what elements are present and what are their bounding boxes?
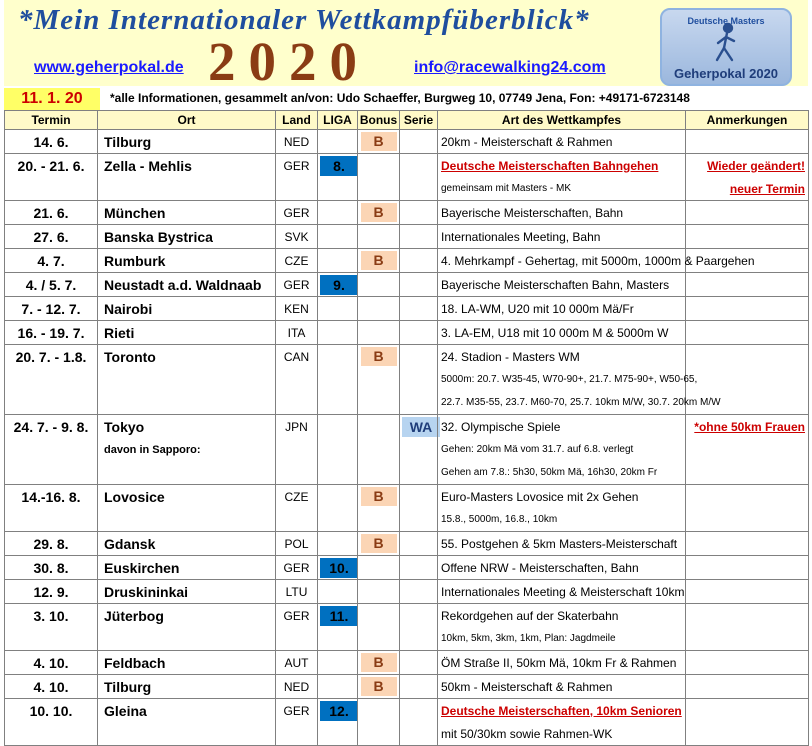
anmerkung-cell	[686, 699, 809, 723]
serie-cell	[400, 461, 438, 485]
art-cell: 24. Stadion - Masters WM	[438, 345, 686, 369]
liga-cell	[318, 273, 358, 297]
anmerkung-cell	[686, 297, 809, 321]
termin-cell: 4. / 5. 7.	[5, 273, 98, 297]
termin-cell: 27. 6.	[5, 225, 98, 249]
col-header-bonus: Bonus	[358, 111, 400, 130]
liga-cell	[318, 651, 358, 675]
land-cell: CAN	[276, 345, 318, 369]
year-heading: 2020	[208, 31, 370, 92]
termin-cell: 30. 8.	[5, 556, 98, 580]
liga-cell	[318, 461, 358, 485]
ort-cell: Zella - Mehlis	[98, 154, 276, 178]
liga-badge: 12.	[320, 701, 358, 721]
art-cell: 3. LA-EM, U18 mit 10 000m M & 5000m W	[438, 321, 686, 345]
art-cell: 4. Mehrkampf - Gehertag, mit 5000m, 1000m & Paargehen	[438, 249, 686, 273]
land-cell	[276, 461, 318, 485]
bonus-badge: B	[361, 203, 397, 222]
col-header-land: Land	[276, 111, 318, 130]
bonus-cell	[358, 508, 400, 532]
liga-cell	[318, 485, 358, 509]
bonus-cell	[358, 177, 400, 201]
serie-cell	[400, 438, 438, 461]
bonus-cell	[358, 368, 400, 391]
land-cell	[276, 508, 318, 532]
bonus-badge: B	[361, 677, 397, 696]
table-row	[5, 249, 809, 273]
art-cell: 10km, 5km, 3km, 1km, Plan: Jagdmeile	[438, 627, 686, 651]
bonus-cell	[358, 580, 400, 604]
table-row	[5, 556, 809, 580]
land-cell	[276, 438, 318, 461]
art-cell: 50km - Meisterschaft & Rahmen	[438, 675, 686, 699]
serie-cell	[400, 249, 438, 273]
land-cell	[276, 177, 318, 201]
liga-cell	[318, 699, 358, 723]
liga-badge: 10.	[320, 558, 358, 578]
table-body	[5, 130, 809, 746]
logo-arc-text: Deutsche Masters	[687, 16, 765, 26]
bonus-badge: B	[361, 487, 397, 506]
ort-cell: München	[98, 201, 276, 225]
table-row	[5, 532, 809, 556]
art-cell: Offene NRW - Meisterschaften, Bahn	[438, 556, 686, 580]
bonus-cell	[358, 225, 400, 249]
land-cell: GER	[276, 556, 318, 580]
table-row	[5, 130, 809, 154]
land-cell: KEN	[276, 297, 318, 321]
liga-cell	[318, 627, 358, 651]
bonus-badge: B	[361, 251, 397, 270]
termin-cell: 16. - 19. 7.	[5, 321, 98, 345]
bonus-cell	[358, 391, 400, 415]
table-row	[5, 345, 809, 369]
serie-cell	[400, 225, 438, 249]
art-cell: Internationales Meeting & Meisterschaft 10km	[438, 580, 686, 604]
anmerkung-cell	[686, 438, 809, 461]
art-cell: Euro-Masters Lovosice mit 2x Gehen	[438, 485, 686, 509]
art-cell: 20km - Meisterschaft & Rahmen	[438, 130, 686, 154]
col-header-art: Art des Wettkampfes	[438, 111, 686, 130]
liga-cell	[318, 580, 358, 604]
table-row	[5, 415, 809, 439]
art-cell: 22.7. M35-55, 23.7. M60-70, 25.7. 10km M/W, 30.7. 20km M/W	[438, 391, 686, 415]
land-cell: NED	[276, 675, 318, 699]
anmerkung-cell: *ohne 50km Frauen	[686, 415, 809, 439]
serie-badge: WA	[402, 417, 440, 437]
termin-cell: 3. 10.	[5, 604, 98, 628]
liga-cell	[318, 675, 358, 699]
bonus-cell	[358, 273, 400, 297]
bonus-cell	[358, 461, 400, 485]
bonus-cell	[358, 722, 400, 746]
table-row	[5, 154, 809, 178]
table-row	[5, 391, 809, 415]
art-cell: Internationales Meeting, Bahn	[438, 225, 686, 249]
table-row	[5, 368, 809, 391]
serie-cell	[400, 675, 438, 699]
termin-cell: 29. 8.	[5, 532, 98, 556]
ort-cell: Tilburg	[98, 130, 276, 154]
ort-cell: Banska Bystrica	[98, 225, 276, 249]
bonus-badge: B	[361, 132, 397, 151]
anmerkung-cell	[686, 580, 809, 604]
termin-cell	[5, 438, 98, 461]
col-header-termin: Termin	[5, 111, 98, 130]
serie-cell	[400, 201, 438, 225]
anmerkung-cell	[686, 461, 809, 485]
termin-cell	[5, 722, 98, 746]
info-line: *alle Informationen, gesammelt an/von: Udo Schaeffer, Burgweg 10, 07749 Jena, Fon: +49171-6723148	[110, 91, 690, 105]
anmerkung-cell	[686, 556, 809, 580]
bonus-cell	[358, 130, 400, 154]
termin-cell: 20. 7. - 1.8.	[5, 345, 98, 369]
serie-cell	[400, 532, 438, 556]
liga-cell	[318, 438, 358, 461]
liga-badge: 9.	[320, 275, 358, 295]
anmerkung-cell	[686, 368, 809, 391]
land-cell: CZE	[276, 485, 318, 509]
serie-cell	[400, 321, 438, 345]
table-row	[5, 699, 809, 723]
liga-cell	[318, 415, 358, 439]
liga-cell	[318, 225, 358, 249]
art-cell: Bayerische Meisterschaften, Bahn	[438, 201, 686, 225]
art-cell: 55. Postgehen & 5km Masters-Meisterschaft	[438, 532, 686, 556]
serie-cell	[400, 580, 438, 604]
ort-cell: Feldbach	[98, 651, 276, 675]
termin-cell: 4. 7.	[5, 249, 98, 273]
land-cell: ITA	[276, 321, 318, 345]
serie-cell	[400, 722, 438, 746]
ort-cell	[98, 461, 276, 485]
website-link[interactable]: www.geherpokal.de	[34, 59, 184, 76]
bonus-cell	[358, 345, 400, 369]
header-banner	[4, 0, 808, 92]
liga-cell	[318, 508, 358, 532]
table-row	[5, 604, 809, 628]
land-cell: NED	[276, 130, 318, 154]
anmerkung-cell	[686, 675, 809, 699]
bonus-cell	[358, 485, 400, 509]
art-cell: Deutsche Meisterschaften, 10km Senioren	[438, 699, 686, 723]
bonus-badge: B	[361, 653, 397, 672]
bonus-cell	[358, 321, 400, 345]
ort-cell: Euskirchen	[98, 556, 276, 580]
anmerkung-cell	[686, 532, 809, 556]
termin-cell	[5, 177, 98, 201]
table-row	[5, 722, 809, 746]
land-cell: AUT	[276, 651, 318, 675]
ort-cell: Rieti	[98, 321, 276, 345]
date-badge: 11. 1. 20	[4, 88, 100, 110]
serie-cell	[400, 556, 438, 580]
liga-cell	[318, 532, 358, 556]
land-cell: GER	[276, 699, 318, 723]
col-header-ort: Ort	[98, 111, 276, 130]
art-cell: ÖM Straße II, 50km Mä, 10km Fr & Rahmen	[438, 651, 686, 675]
liga-cell	[318, 722, 358, 746]
anmerkung-cell	[686, 273, 809, 297]
land-cell: LTU	[276, 580, 318, 604]
anmerkung-cell	[686, 321, 809, 345]
art-cell: Deutsche Meisterschaften Bahngehen	[438, 154, 686, 178]
table-row	[5, 273, 809, 297]
termin-cell	[5, 508, 98, 532]
termin-cell: 14. 6.	[5, 130, 98, 154]
liga-badge: 8.	[320, 156, 358, 176]
liga-cell	[318, 345, 358, 369]
art-cell: 32. Olympische Spiele	[438, 415, 686, 439]
liga-cell	[318, 154, 358, 178]
ort-cell	[98, 627, 276, 651]
land-cell: JPN	[276, 415, 318, 439]
bonus-cell	[358, 532, 400, 556]
table-row	[5, 321, 809, 345]
termin-cell: 21. 6.	[5, 201, 98, 225]
table-row	[5, 461, 809, 485]
bonus-cell	[358, 604, 400, 628]
bonus-cell	[358, 415, 400, 439]
table-row	[5, 651, 809, 675]
bonus-badge: B	[361, 347, 397, 366]
termin-cell	[5, 368, 98, 391]
ort-cell: Nairobi	[98, 297, 276, 321]
liga-cell	[318, 201, 358, 225]
bonus-cell	[358, 627, 400, 651]
anmerkung-cell	[686, 651, 809, 675]
art-cell: mit 50/30km sowie Rahmen-WK	[438, 722, 686, 746]
anmerkung-cell	[686, 604, 809, 628]
ort-cell: Lovosice	[98, 485, 276, 509]
termin-cell	[5, 391, 98, 415]
ort-cell: Rumburk	[98, 249, 276, 273]
land-cell: POL	[276, 532, 318, 556]
serie-cell	[400, 130, 438, 154]
liga-cell	[318, 249, 358, 273]
art-cell: 18. LA-WM, U20 mit 10 000m Mä/Fr	[438, 297, 686, 321]
anmerkung-cell	[686, 722, 809, 746]
land-cell	[276, 722, 318, 746]
anmerkung-cell	[686, 627, 809, 651]
liga-cell	[318, 391, 358, 415]
ort-cell: Jüterbog	[98, 604, 276, 628]
col-header-liga: LIGA	[318, 111, 358, 130]
termin-cell: 10. 10.	[5, 699, 98, 723]
bonus-cell	[358, 154, 400, 178]
table-row	[5, 225, 809, 249]
ort-cell: Gdansk	[98, 532, 276, 556]
serie-cell	[400, 651, 438, 675]
ort-cell: davon in Sapporo:	[98, 438, 276, 461]
termin-cell: 14.-16. 8.	[5, 485, 98, 509]
land-cell	[276, 368, 318, 391]
termin-cell: 4. 10.	[5, 651, 98, 675]
competition-table	[4, 110, 809, 746]
bonus-cell	[358, 556, 400, 580]
table-row	[5, 485, 809, 509]
art-cell: gemeinsam mit Masters - MK	[438, 177, 686, 201]
table-row	[5, 627, 809, 651]
ort-cell	[98, 508, 276, 532]
art-cell: Gehen am 7.8.: 5h30, 50km Mä, 16h30, 20km Fr	[438, 461, 686, 485]
table-row	[5, 438, 809, 461]
land-cell	[276, 391, 318, 415]
serie-cell	[400, 415, 438, 439]
ort-cell: Gleina	[98, 699, 276, 723]
termin-cell	[5, 461, 98, 485]
land-cell: GER	[276, 273, 318, 297]
anmerkung-cell: neuer Termin	[686, 177, 809, 201]
termin-cell	[5, 627, 98, 651]
art-cell: Rekordgehen auf der Skaterbahn	[438, 604, 686, 628]
serie-cell	[400, 154, 438, 178]
liga-cell	[318, 604, 358, 628]
table-row	[5, 508, 809, 532]
termin-cell: 24. 7. - 9. 8.	[5, 415, 98, 439]
table-row	[5, 297, 809, 321]
serie-cell	[400, 297, 438, 321]
serie-cell	[400, 391, 438, 415]
serie-cell	[400, 485, 438, 509]
bonus-cell	[358, 201, 400, 225]
page-title: *Mein Internationaler Wettkampfüberblick*	[18, 4, 590, 36]
col-header-serie: Serie	[400, 111, 438, 130]
liga-cell	[318, 556, 358, 580]
anmerkung-cell: Wieder geändert!	[686, 154, 809, 178]
termin-cell: 7. - 12. 7.	[5, 297, 98, 321]
liga-cell	[318, 297, 358, 321]
liga-cell	[318, 177, 358, 201]
logo-caption: Geherpokal 2020	[673, 66, 779, 81]
table-header-row	[5, 111, 809, 130]
ort-cell: Toronto	[98, 345, 276, 369]
ort-cell: Neustadt a.d. Waldnaab	[98, 273, 276, 297]
land-cell: GER	[276, 201, 318, 225]
anmerkung-cell	[686, 345, 809, 369]
anmerkung-cell	[686, 485, 809, 509]
serie-cell	[400, 508, 438, 532]
table-row	[5, 580, 809, 604]
serie-cell	[400, 368, 438, 391]
serie-cell	[400, 345, 438, 369]
anmerkung-cell	[686, 130, 809, 154]
liga-badge: 11.	[320, 606, 358, 626]
anmerkung-cell	[686, 201, 809, 225]
table-row	[5, 201, 809, 225]
ort-cell: Tilburg	[98, 675, 276, 699]
bonus-cell	[358, 297, 400, 321]
ort-cell	[98, 177, 276, 201]
land-cell: GER	[276, 154, 318, 178]
table-row	[5, 675, 809, 699]
ort-cell	[98, 391, 276, 415]
col-header-anmerkungen: Anmerkungen	[686, 111, 809, 130]
ort-cell	[98, 368, 276, 391]
art-cell: 5000m: 20.7. W35-45, W70-90+, 21.7. M75-90+, W50-65,	[438, 368, 686, 391]
bonus-cell	[358, 699, 400, 723]
liga-cell	[318, 368, 358, 391]
table-row	[5, 177, 809, 201]
ort-cell	[98, 722, 276, 746]
termin-cell: 20. - 21. 6.	[5, 154, 98, 178]
bonus-cell	[358, 675, 400, 699]
serie-cell	[400, 273, 438, 297]
ort-cell: Tokyo	[98, 415, 276, 439]
serie-cell	[400, 604, 438, 628]
art-cell: Gehen: 20km Mä vom 31.7. auf 6.8. verlegt	[438, 438, 686, 461]
bonus-cell	[358, 651, 400, 675]
art-cell: Bayerische Meisterschaften Bahn, Masters	[438, 273, 686, 297]
land-cell	[276, 627, 318, 651]
liga-cell	[318, 130, 358, 154]
bonus-cell	[358, 438, 400, 461]
serie-cell	[400, 627, 438, 651]
bonus-cell	[358, 249, 400, 273]
termin-cell: 12. 9.	[5, 580, 98, 604]
bonus-badge: B	[361, 534, 397, 553]
serie-cell	[400, 177, 438, 201]
land-cell: GER	[276, 604, 318, 628]
land-cell: SVK	[276, 225, 318, 249]
ort-cell: Druskininkai	[98, 580, 276, 604]
liga-cell	[318, 321, 358, 345]
land-cell: CZE	[276, 249, 318, 273]
serie-cell	[400, 699, 438, 723]
anmerkung-cell	[686, 508, 809, 532]
email-link[interactable]: info@racewalking24.com	[414, 59, 606, 76]
art-cell: 15.8., 5000m, 16.8., 10km	[438, 508, 686, 532]
geherpokal-logo	[660, 8, 792, 86]
termin-cell: 4. 10.	[5, 675, 98, 699]
anmerkung-cell	[686, 225, 809, 249]
